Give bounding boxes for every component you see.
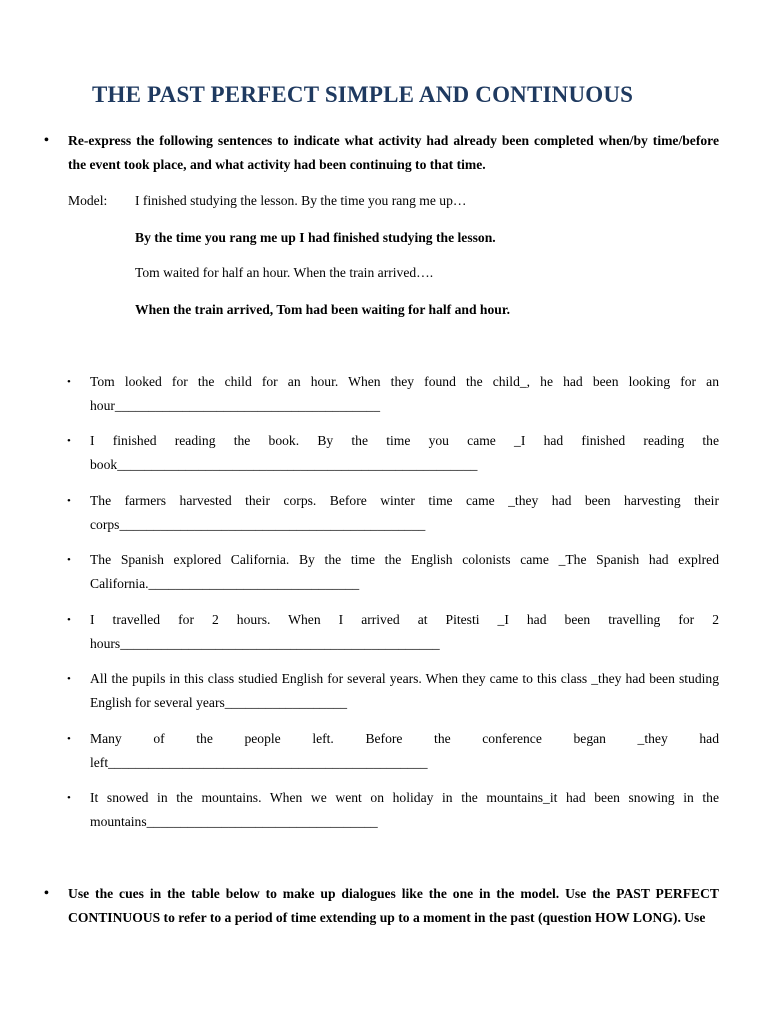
list-bullet: • xyxy=(67,435,71,447)
bullet-marker: • xyxy=(44,133,49,148)
model-answer-1: By the time you rang me up I had finished studying the lesson. xyxy=(135,230,496,245)
list-bullet: • xyxy=(67,554,71,566)
list-bullet: • xyxy=(67,376,71,388)
list-item: The farmers harvested their corps. Before winter time came _they had been harvesting their corps_____________________________________________ xyxy=(90,493,719,532)
list-bullet: • xyxy=(67,673,71,685)
list-item: I travelled for 2 hours. When I arrived at Pitesti _I had been travelling for 2 hours_______________________________________________ xyxy=(90,612,719,651)
model-example-1: I finished studying the lesson. By the time you rang me up… xyxy=(135,193,467,208)
list-item: The Spanish explored California. By the time the English colonists came _The Spanish had explred California._______________________________ xyxy=(90,552,719,591)
list-item: I finished reading the book. By the time you came _I had finished reading the book_____________________________________________________ xyxy=(90,433,719,472)
model-answer-2: When the train arrived, Tom had been waiting for half and hour. xyxy=(135,302,511,317)
model-example-2: Tom waited for half an hour. When the train arrived…. xyxy=(135,265,434,280)
page-title: THE PAST PERFECT SIMPLE AND CONTINUOUS xyxy=(92,82,634,107)
list-item: Tom looked for the child for an hour. When they found the child_, he had been looking for an hour_______________________________________ xyxy=(90,374,719,413)
list-bullet: • xyxy=(67,733,71,745)
list-item: All the pupils in this class studied English for several years. When they came to this class _they had been studing English for several years__________________ xyxy=(90,671,719,710)
model-label: Model: xyxy=(68,193,108,208)
list-bullet: • xyxy=(67,792,71,804)
list-item: Many of the people left. Before the conference began _they had left_______________________________________________ xyxy=(90,731,719,770)
list-bullet: • xyxy=(67,614,71,626)
bullet-marker: • xyxy=(44,886,49,901)
instruction-paragraph-2: Use the cues in the table below to make up dialogues like the one in the model. Use the PAST PERFECT CONTINUOUS to refer to a period of time extending up to a moment in the past (question HOW LONG). Use xyxy=(68,886,719,925)
instruction-paragraph: Re-express the following sentences to indicate what activity had already been completed when/by time/before the event took place, and what activity had been continuing to that time. xyxy=(68,133,719,172)
list-item: It snowed in the mountains. When we went on holiday in the mountains_it had been snowing in the mountains__________________________________ xyxy=(90,790,719,829)
list-bullet: • xyxy=(67,495,71,507)
